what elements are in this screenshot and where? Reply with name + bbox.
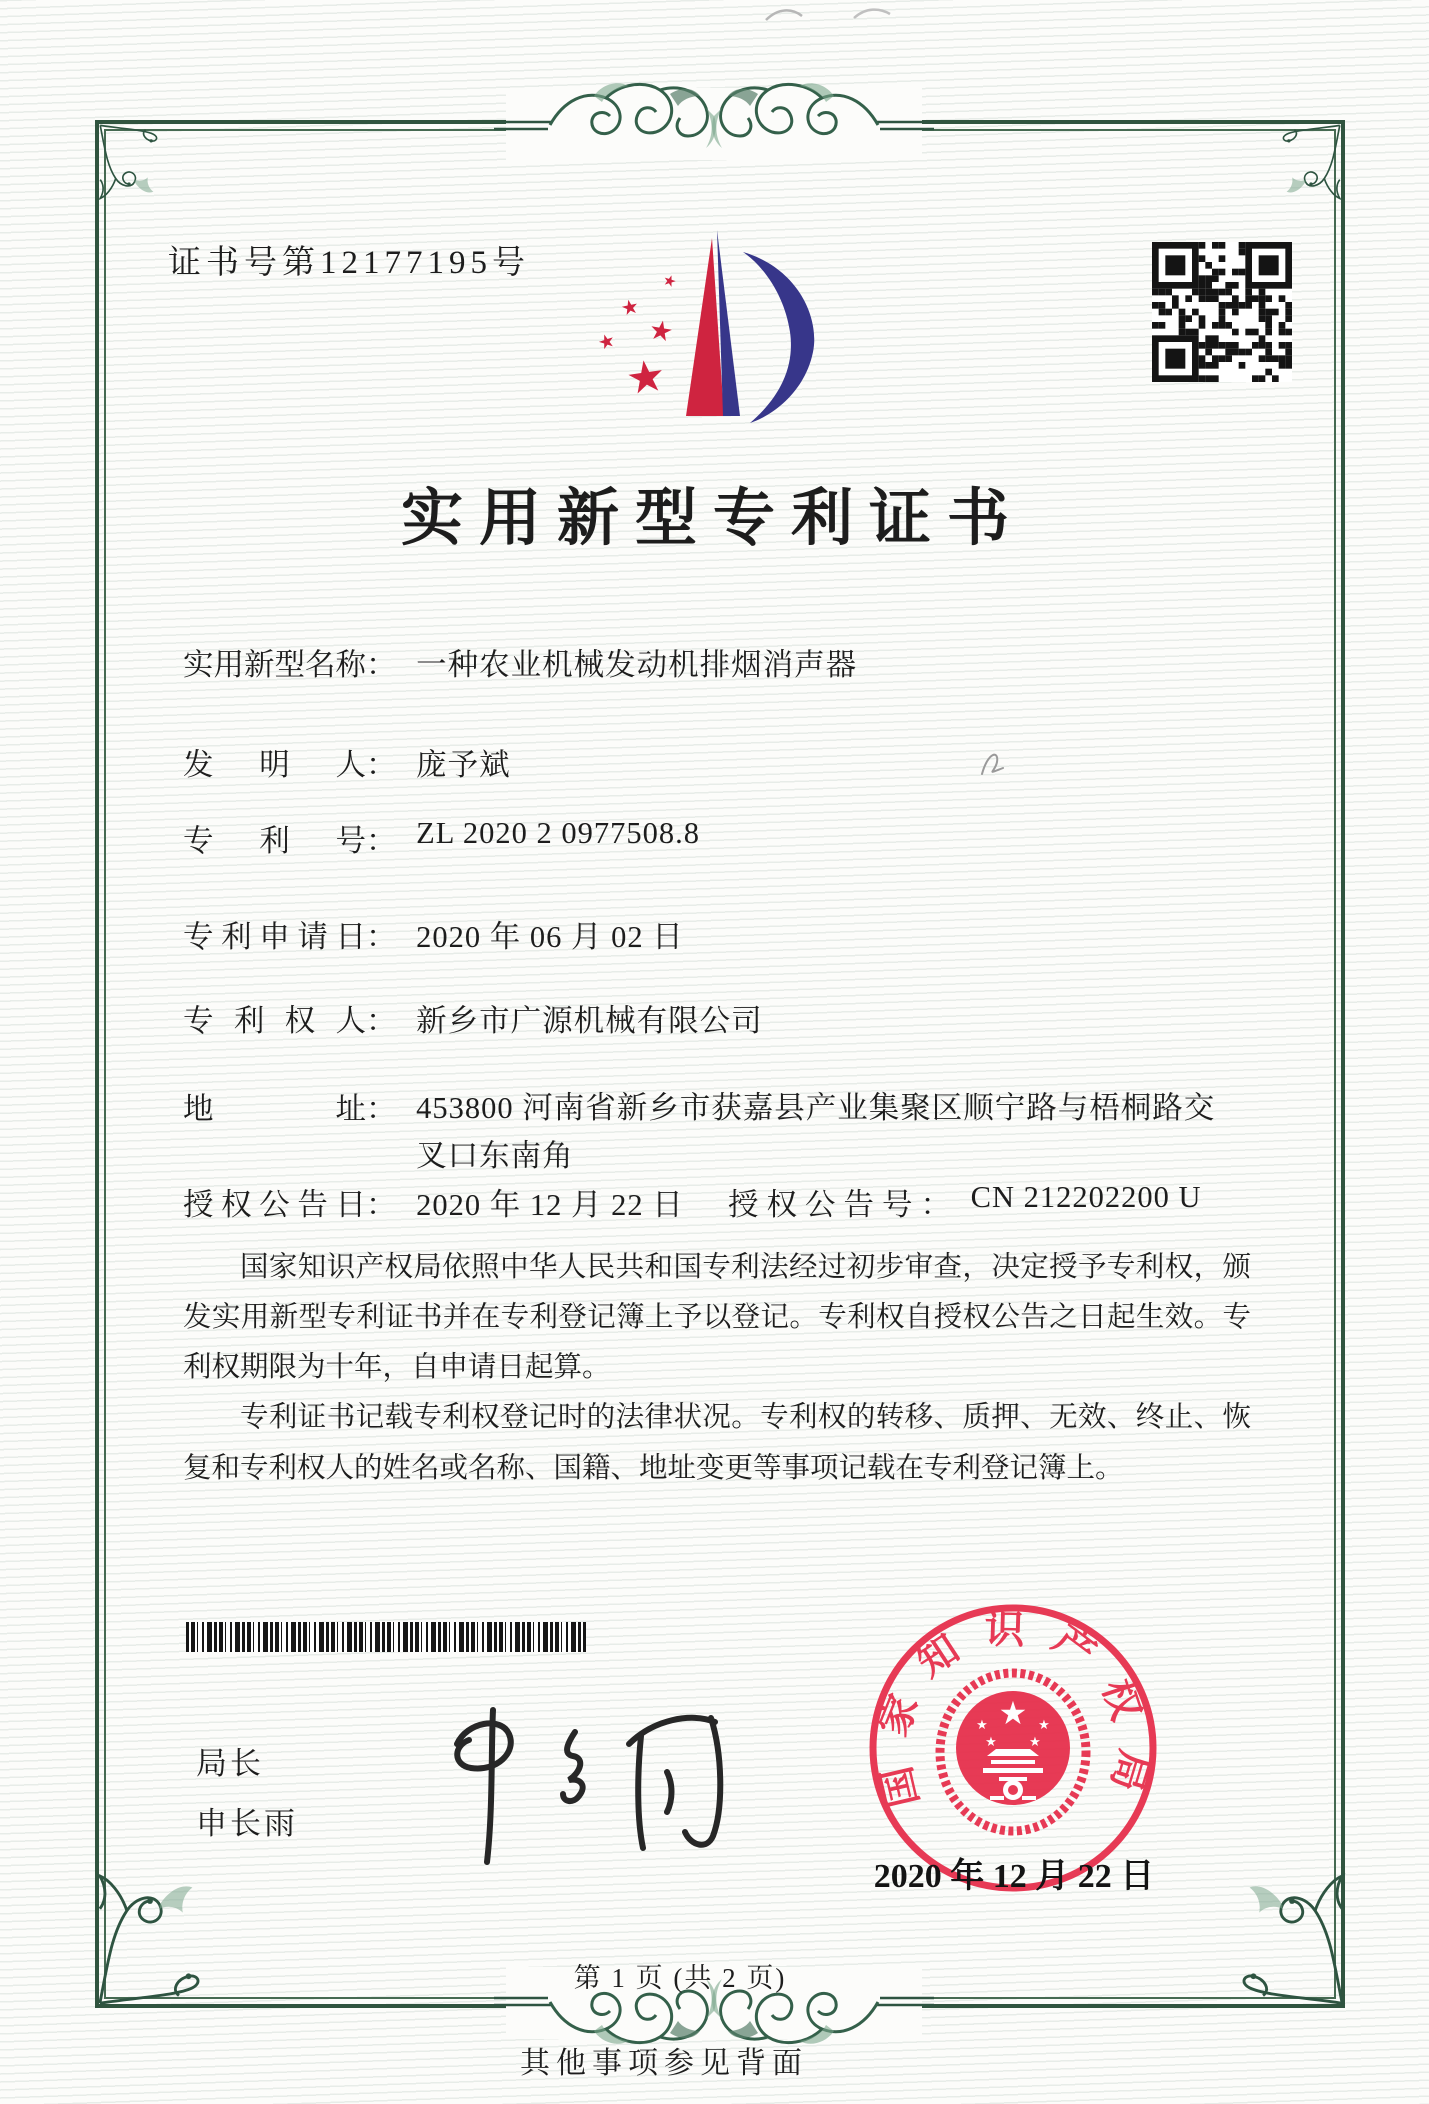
field-value: 一种农业机械发动机排烟消声器: [416, 648, 858, 682]
field-label: 发明人: [183, 748, 366, 782]
back-side-note: 其他事项参见背面: [520, 2047, 808, 2080]
svg-text:★: ★: [1038, 1718, 1050, 1733]
field-value: ZL 2020 2 0977508.8: [416, 816, 701, 850]
logo-star-icon: ★: [595, 328, 619, 355]
seal-date: 2020 年 12 月 22 日: [873, 1858, 1155, 1895]
field-colon: ：: [366, 920, 397, 954]
field-row-patentee: [183, 996, 763, 1040]
qr-code: [1152, 242, 1292, 382]
field-row-patent-no: [183, 816, 700, 860]
svg-text:★: ★: [998, 1694, 1028, 1732]
cnipa-logo-icon: [566, 220, 826, 432]
field-row-filing-date: [183, 912, 684, 956]
field-colon: ：: [920, 1188, 951, 1222]
corner-flourish-top-right: [1280, 123, 1342, 213]
field-value: 新乡市广源机械有限公司: [416, 1004, 763, 1038]
field-label: 地址: [183, 1092, 366, 1126]
field-value: CN 212202200 U: [970, 1180, 1202, 1214]
director-signature: [405, 1680, 755, 1875]
field-value: 庞予斌: [416, 748, 511, 782]
svg-text:★: ★: [1029, 1735, 1041, 1750]
seal-arc-text: 国家知识产权局: [868, 1606, 1158, 1820]
field-label: 授权公告日: [183, 1188, 366, 1222]
field-value: 2020 年 06 月 02 日: [416, 920, 684, 954]
certificate-title: 实用新型专利证书: [400, 485, 1025, 553]
corner-flourish-top-left: [98, 123, 160, 213]
field-row-name: [183, 640, 857, 684]
corner-flourish-bottom-left: [96, 1850, 204, 2008]
field-value: 2020 年 12 月 22 日: [416, 1188, 684, 1222]
legal-text: [183, 1243, 1251, 1494]
field-colon: ：: [366, 1188, 397, 1222]
director-name: 申长雨: [196, 1806, 298, 1841]
field-colon: ：: [366, 648, 397, 682]
field-label: 专利号: [183, 824, 366, 858]
field-value: 453800 河南省新乡市获嘉县产业集聚区顺宁路与梧桐路交叉口东南角: [416, 1091, 1216, 1174]
field-label: 授权公告号: [728, 1188, 921, 1222]
scan-artifact-marks: [758, 2, 918, 32]
logo-star-icon: ★: [660, 270, 679, 292]
field-colon: ：: [366, 748, 397, 782]
logo-star-icon: ★: [618, 293, 642, 321]
barcode: [186, 1622, 586, 1652]
field-label: 专利权人: [183, 1004, 366, 1038]
director-title: 局长: [196, 1746, 264, 1781]
logo-star-icon: ★: [646, 314, 676, 349]
national-emblem-icon: [940, 1673, 1086, 1831]
pencil-mark: [972, 744, 1014, 786]
field-row-inventor: [183, 740, 511, 784]
legal-paragraph-1: 国家知识产权局依照中华人民共和国专利法经过初步审查，决定授予专利权，颁发实用新型专利证书并在专利登记簿上予以登记。专利权自授权公告之日起生效。专利权期限为十年，自申请日起算。: [183, 1252, 1251, 1384]
field-row-address: [183, 1084, 1216, 1180]
field-colon: ：: [366, 1004, 397, 1038]
field-label: 专利申请日: [183, 920, 366, 954]
field-colon: ：: [366, 1092, 397, 1126]
field-label: 实用新型名称: [183, 648, 366, 682]
field-row-grant: [183, 1180, 1202, 1224]
svg-text:★: ★: [976, 1718, 988, 1733]
legal-paragraph-2: 专利证书记载专利权登记时的法律状况。专利权的转移、质押、无效、终止、恢复和专利权人的姓名或名称、国籍、地址变更等事项记载在专利登记簿上。: [183, 1402, 1251, 1484]
svg-text:★: ★: [985, 1735, 997, 1750]
logo-star-icon: ★: [622, 349, 670, 406]
certificate-number: 证书号第12177195号: [168, 245, 530, 281]
page-number: 第 1 页 (共 2 页): [573, 1963, 787, 1993]
corner-flourish-bottom-right: [1238, 1850, 1346, 2008]
dragon-ornament-top: [494, 70, 934, 172]
field-colon: ：: [366, 824, 397, 858]
